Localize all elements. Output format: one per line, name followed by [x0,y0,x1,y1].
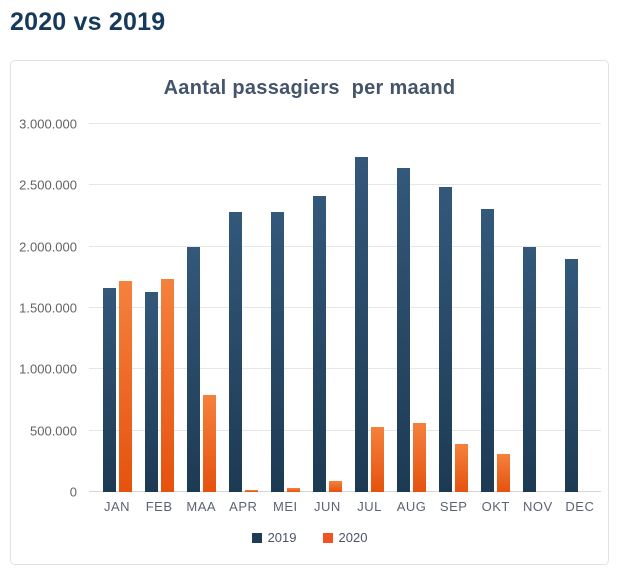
bar-2020-mei [287,488,300,492]
bar-2020-sep [455,444,468,492]
legend-label-2019: 2019 [267,530,297,545]
y-tick-label: 1.000.000 [19,361,77,377]
chart-card [10,60,609,565]
bar-group-jun [306,124,348,492]
bar-2019-jun [313,196,326,492]
bar-2019-dec [565,259,578,492]
legend-label-2020: 2020 [338,530,368,545]
bar-group-mei [264,124,306,492]
bar-group-nov [517,124,559,492]
y-axis [11,116,89,500]
bar-2020-apr [245,490,258,492]
x-tick-label: OKT [481,499,510,514]
y-tick-label: 500.000 [30,423,77,439]
bar-2019-jan [103,288,116,492]
x-tick-label: JUN [314,499,341,514]
bar-group-feb [138,124,180,492]
x-tick-label: SEP [439,499,468,514]
bar-group-apr [222,124,264,492]
x-tick-label: MAA [186,499,217,514]
legend-item-2019 [252,530,297,545]
y-tick-label: 2.500.000 [19,177,77,193]
bar-2019-sep [439,187,452,492]
chart-title: Aantal passagiers per maand [163,77,456,99]
y-tick-label: 0 [69,484,77,500]
bar-2019-aug [397,168,410,492]
bar-group-sep [433,124,475,492]
plot-area [96,124,601,492]
x-tick-label: AUG [396,499,427,514]
x-tick-label: JAN [104,499,131,514]
bar-group-dec [559,124,601,492]
bar-2020-aug [413,423,426,492]
x-tick-label: MEI [273,499,298,514]
bar-2020-jun [329,481,342,492]
bar-2020-maa [203,395,216,492]
x-axis [96,499,601,514]
bar-group-jan [96,124,138,492]
bar-groups [96,124,601,492]
x-tick-label: JUL [357,499,382,514]
x-tick-label: NOV [522,499,553,514]
y-tick-label: 3.000.000 [19,116,77,132]
bar-group-aug [391,124,433,492]
bar-2019-maa [187,247,200,492]
legend-item-2020 [323,530,368,545]
bar-2019-mei [271,212,284,492]
bar-group-maa [180,124,222,492]
bar-2019-apr [229,212,242,492]
legend [11,530,608,545]
bar-2019-feb [145,292,158,492]
bar-2020-okt [497,454,510,492]
bar-2019-jul [355,157,368,492]
x-tick-label: FEB [145,499,173,514]
legend-swatch-2020 [323,533,333,543]
page-title: 2020 vs 2019 [10,8,166,36]
legend-swatch-2019 [252,533,262,543]
bar-2019-okt [481,209,494,492]
bar-2020-feb [161,279,174,492]
bar-group-jul [348,124,390,492]
bar-group-okt [475,124,517,492]
bar-2019-nov [523,247,536,492]
x-tick-label: DEC [565,499,595,514]
bar-2020-jul [371,427,384,492]
bar-2020-jan [119,281,132,492]
y-tick-label: 1.500.000 [19,300,77,316]
y-tick-label: 2.000.000 [19,239,77,255]
x-tick-label: APR [229,499,258,514]
